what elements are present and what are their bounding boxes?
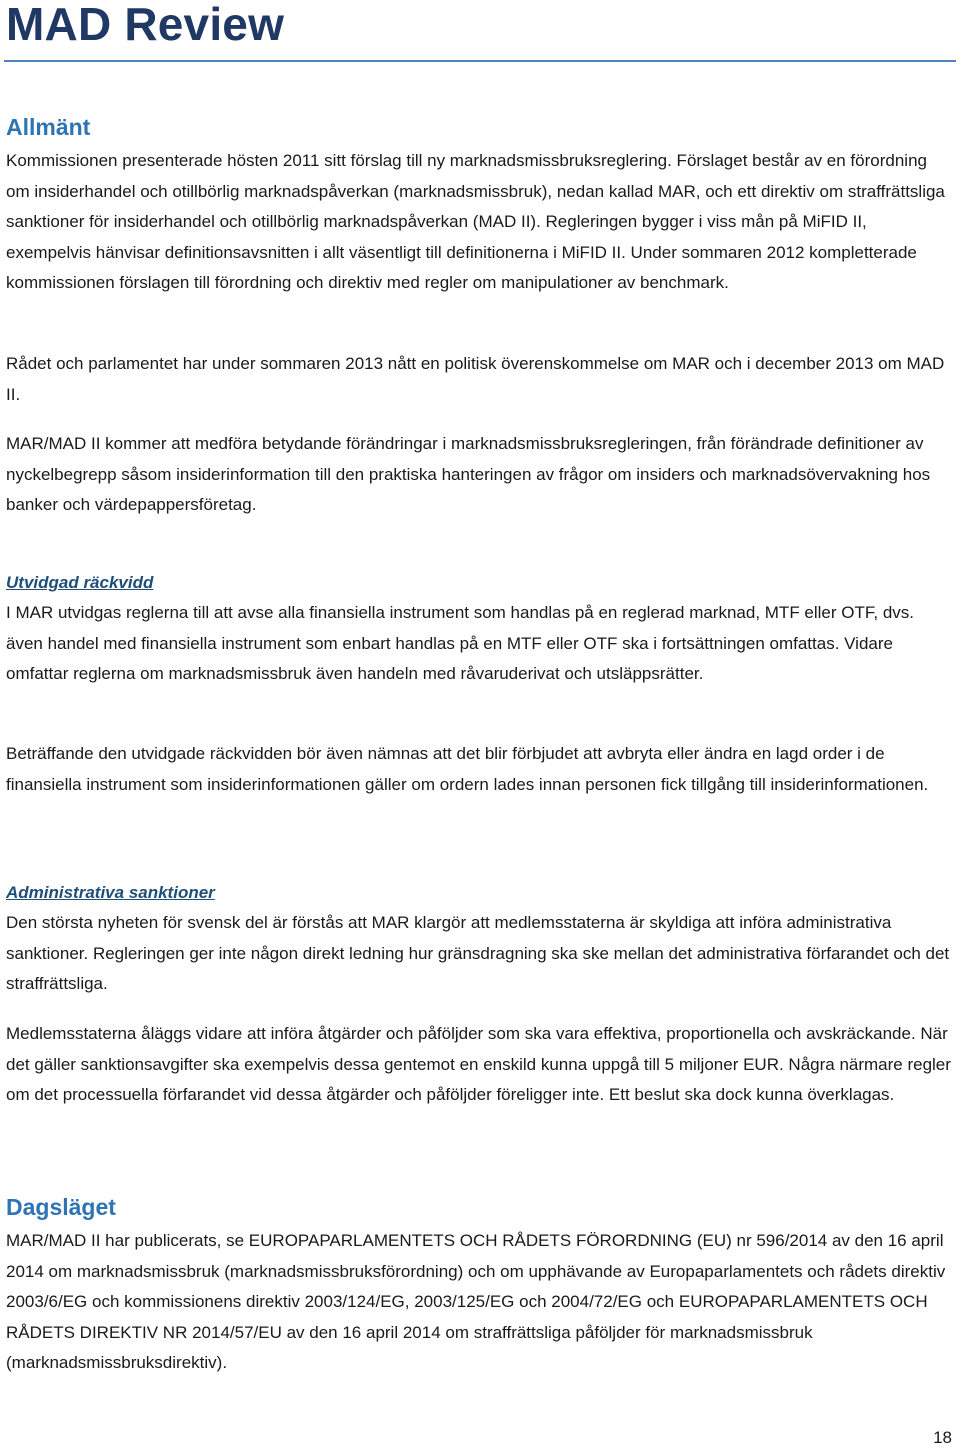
paragraph-utvidgad-1: I MAR utvidgas reglerna till att avse alla finansiella instrument som handlas på en reglerad marknad, MTF eller OTF, dvs. även handel med finansiella instrument som enbart handlas på en MTF eller OTF ska i fortsättningen omfattas. Vidare omfattar reglerna om marknadsmissbruk även handeln med råvaruderivat och utsläppsrätter. <box>6 603 915 683</box>
paragraph-allmant-1: Kommissionen presenterade hösten 2011 sitt förslag till ny marknadsmissbruksreglering. Förslaget består av en förordning om insiderhandel och otillbörlig marknadspåverkan (marknadsmissbruk), nedan kallad MAR, och ett direktiv om straffrättsliga sanktioner för insiderhandel och otillbörlig marknadspåverkan (MAD II). Regleringen bygger i viss mån på MiFID II, exempelvis hänvisar definitionsavsnitten i allt väsentligt till definitionerna i MiFID II. Under sommaren 2012 kompletterade kommissionen förslagen till förordning och direktiv med regler om manipulationer av benchmark. <box>6 151 945 292</box>
heading-dagslaget: Dagsläget <box>6 1194 116 1220</box>
page-title: MAD Review <box>6 0 285 50</box>
title-divider <box>4 60 956 62</box>
paragraph-sanktioner-2: Medlemsstaterna åläggs vidare att införa åtgärder och påföljder som ska vara effektiva, proportionella och avskräckande. När det gäller sanktionsavgifter ska exempelvis dessa gentemot en enskild kunna uppgå till 5 miljoner EUR. Några närmare regler om det processuella förfarandet vid dessa åtgärder och påföljder föreligger inte. Ett beslut ska dock kunna överklagas. <box>6 1024 951 1104</box>
paragraph-allmant-3: MAR/MAD II kommer att medföra betydande förändringar i marknadsmissbruksregleringen, från förändrade definitioner av nyckelbegrepp såsom insiderinformation till den praktiska hanteringen av frågor om insiders och marknadsövervakning hos banker och värdepappersföretag. <box>6 434 931 514</box>
page-number: 18 <box>933 1428 952 1447</box>
paragraph-sanktioner-1: Den största nyheten för svensk del är förstås att MAR klargör att medlemsstaterna är skyldiga att införa administrativa sanktioner. Regleringen ger inte någon direkt ledning hur gränsdragning ska ske mellan det administrativa förfarandet och det straffrättsliga. <box>6 913 950 993</box>
heading-utvidgad-rackvidd: Utvidgad räckvidd <box>6 573 154 592</box>
heading-administrativa-sanktioner: Administrativa sanktioner <box>6 883 215 902</box>
paragraph-allmant-2: Rådet och parlamentet har under sommaren 2013 nått en politisk överenskommelse om MAR och i december 2013 om MAD II. <box>6 354 945 404</box>
paragraph-dagslaget-1: MAR/MAD II har publicerats, se EUROPAPARLAMENTETS OCH RÅDETS FÖRORDNING (EU) nr 596/2014 av den 16 april 2014 om marknadsmissbruk (marknadsmissbruksförordning) och om upphävande av Europaparlamentets och rådets direktiv 2003/6/EG och kommissionens direktiv 2003/124/EG, 2003/125/EG och 2004/72/EG och EUROPAPARLAMENTETS OCH RÅDETS DIREKTIV NR 2014/57/EU av den 16 april 2014 om straffrättsliga påföljder för marknadsmissbruk (marknadsmissbruksdirektiv). <box>6 1231 946 1372</box>
paragraph-utvidgad-2: Beträffande den utvidgade räckvidden bör även nämnas att det blir förbjudet att avbryta eller ändra en lagd order i de finansiella instrument som insiderinformationen gäller om ordern lades innan personen fick tillgång till insiderinformationen. <box>6 744 929 794</box>
heading-allmant: Allmänt <box>6 114 91 140</box>
